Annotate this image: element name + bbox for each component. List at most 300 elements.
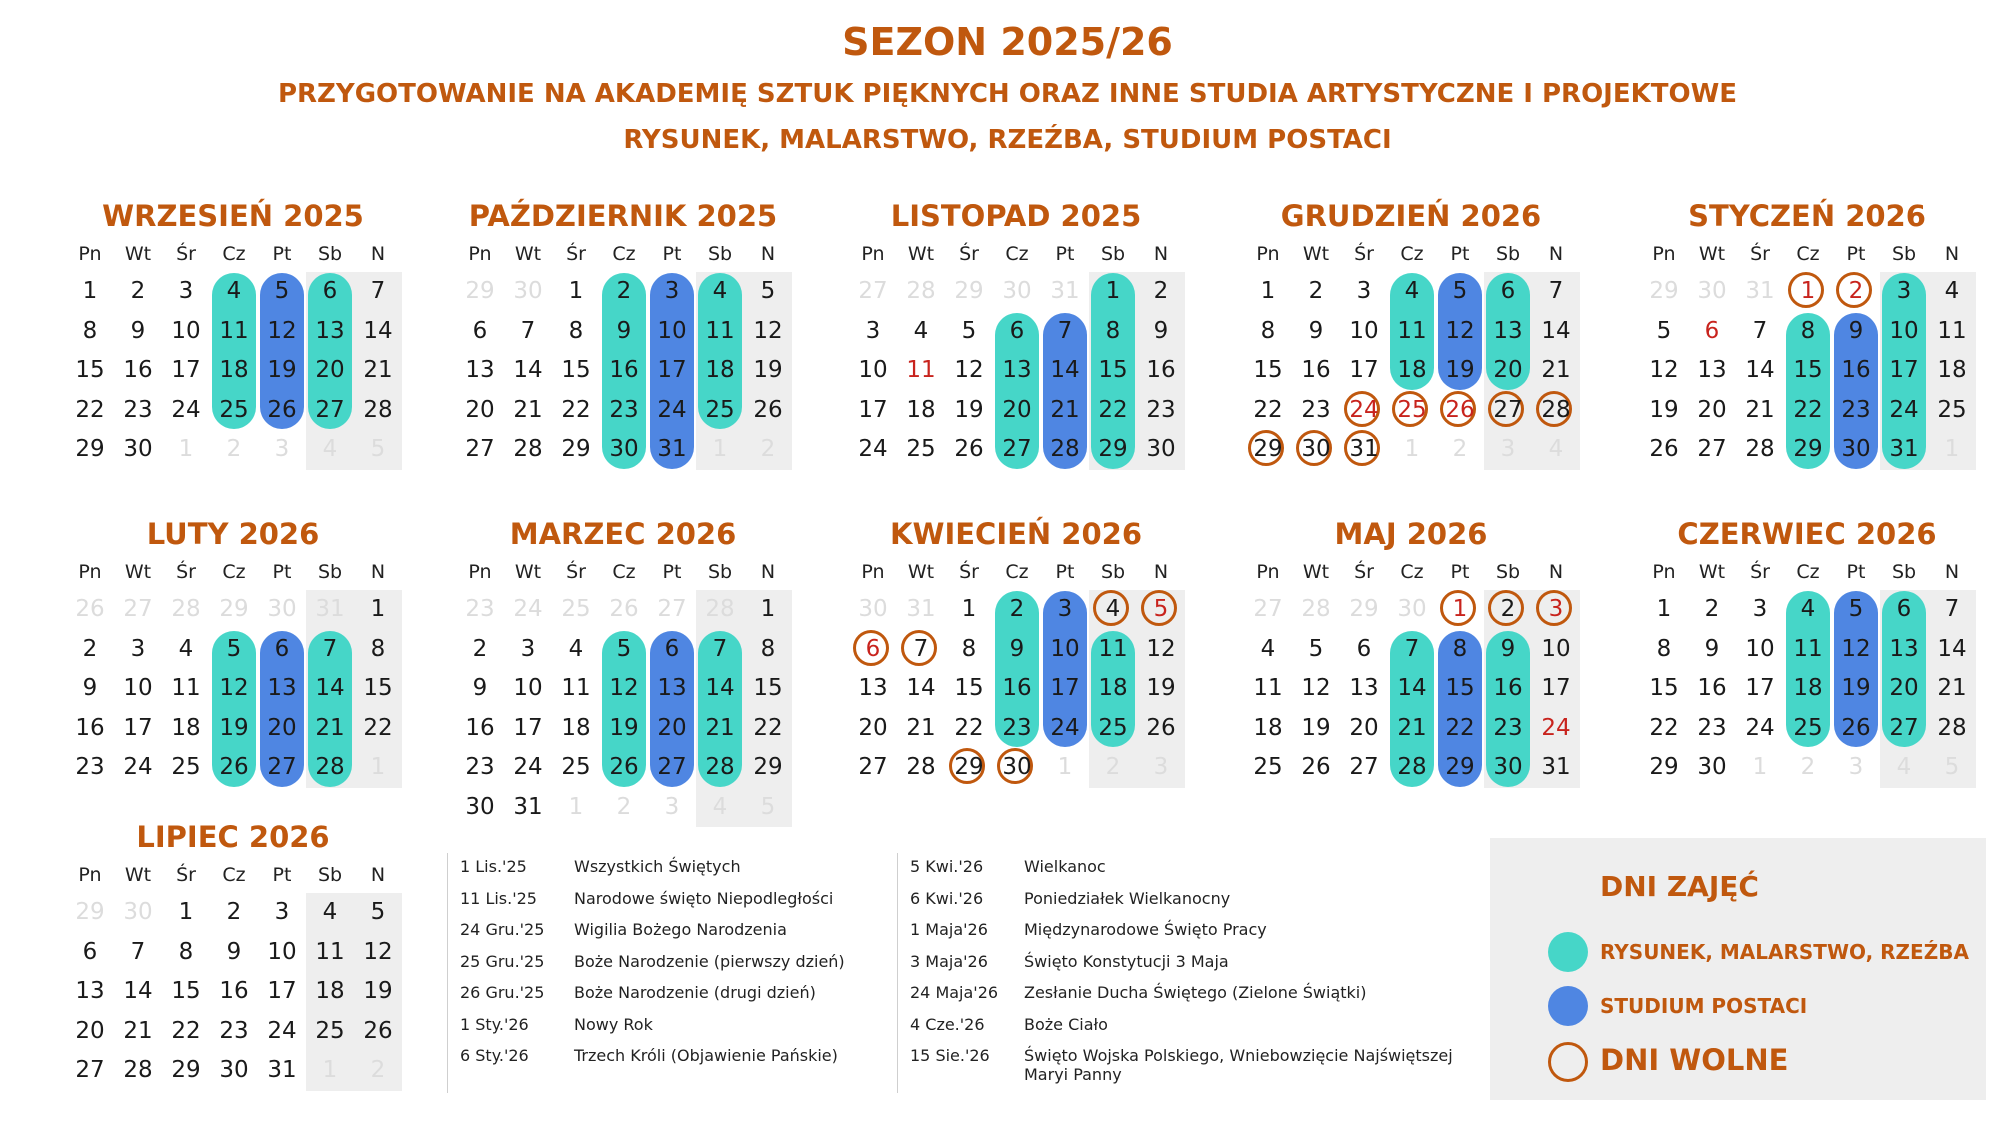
month-title: CZERWIEC 2026 <box>1677 517 1937 551</box>
day-cell: 10 <box>1541 635 1571 662</box>
day-cell: 10 <box>657 317 687 344</box>
day-cell: 26 <box>363 1017 393 1044</box>
month-title: MAJ 2026 <box>1334 517 1488 551</box>
day-cell: 4 <box>913 317 929 344</box>
weekday-header: N <box>370 864 386 886</box>
weekday-header: Cz <box>1005 561 1029 583</box>
day-cell: 10 <box>1745 635 1775 662</box>
day-cell: 27 <box>267 754 297 780</box>
day-cell: 5 <box>616 635 632 662</box>
day-cell: 12 <box>609 675 639 701</box>
day-cell: 15 <box>75 357 105 383</box>
day-cell: 12 <box>1841 635 1871 662</box>
weekday-header: Pt <box>1450 243 1470 265</box>
weekday-header: N <box>1548 243 1564 265</box>
day-cell-outside: 26 <box>75 596 105 622</box>
day-cell: 22 <box>954 714 984 741</box>
day-cell-outside: 23 <box>465 596 495 622</box>
weekday-header: Cz <box>1005 243 1029 265</box>
day-cell: 15 <box>954 675 984 701</box>
day-cell: 26 <box>219 754 249 780</box>
day-cell: 20 <box>315 357 345 383</box>
holiday-row <box>448 916 888 948</box>
day-cell-outside: 2 <box>1800 754 1816 780</box>
day-cell: 20 <box>1889 675 1919 701</box>
day-cell: 19 <box>1841 675 1871 701</box>
day-cell: 25 <box>315 1017 345 1044</box>
day-cell: 11 <box>219 317 249 344</box>
day-cell: 14 <box>1541 317 1571 344</box>
month-title: LISTOPAD 2025 <box>890 199 1142 233</box>
weekday-header: Pn <box>1256 561 1280 583</box>
weekday-header: Pt <box>662 561 682 583</box>
day-cell: 16 <box>219 978 249 1004</box>
day-cell: 7 <box>130 938 146 965</box>
day-cell: 4 <box>178 635 194 662</box>
day-cell: 22 <box>1793 396 1823 423</box>
day-cell: 1 <box>760 596 776 622</box>
day-cell: 29 <box>1098 436 1128 462</box>
weekday-header: Pn <box>861 243 885 265</box>
weekday-header: Sb <box>1495 561 1521 583</box>
month-title: KWIECIEŃ 2026 <box>889 517 1143 551</box>
day-cell: 19 <box>753 357 783 383</box>
weekday-header: Pn <box>861 561 885 583</box>
day-cell: 14 <box>1937 635 1967 662</box>
day-cell: 5 <box>1848 596 1864 622</box>
day-cell: 7 <box>1548 278 1564 304</box>
day-cell: 3 <box>865 317 881 344</box>
day-cell-outside: 28 <box>171 596 201 622</box>
day-cell: 22 <box>1253 396 1283 423</box>
day-cell: 6 <box>1896 596 1912 622</box>
day-cell: 3 <box>274 899 290 925</box>
day-cell: 29 <box>171 1057 201 1083</box>
weekday-header: Sb <box>317 243 343 265</box>
day-cell: 4 <box>568 635 584 662</box>
day-cell: 24 <box>1745 714 1775 741</box>
day-cell: 14 <box>1745 357 1775 383</box>
weekday-header: Wt <box>124 864 152 886</box>
day-cell: 1 <box>178 899 194 925</box>
day-cell: 17 <box>657 357 687 383</box>
day-cell: 24 <box>1050 714 1080 741</box>
legend-teal-label: RYSUNEK, MALARSTWO, RZEŹBA <box>1600 940 1969 964</box>
weekday-header: Śr <box>1750 243 1770 265</box>
day-cell: 15 <box>1098 357 1128 383</box>
day-cell: 30 <box>1697 754 1727 780</box>
day-cell: 15 <box>363 675 393 701</box>
day-cell-outside: 31 <box>1745 278 1775 304</box>
weekday-header: N <box>1548 561 1564 583</box>
day-cell: 18 <box>906 396 936 423</box>
day-cell-outside: 1 <box>322 1057 338 1083</box>
day-cell: 16 <box>123 357 153 383</box>
day-cell-outside: 27 <box>657 596 687 622</box>
day-cell: 31 <box>513 793 543 820</box>
day-cell: 6 <box>472 317 488 344</box>
day-cell: 4 <box>1404 278 1420 304</box>
weekday-header: Pt <box>272 561 292 583</box>
day-cell: 20 <box>465 396 495 423</box>
weekday-header: Sb <box>1891 243 1917 265</box>
day-cell-outside: 4 <box>712 793 728 820</box>
month-grid <box>1640 236 1976 466</box>
day-cell-outside: 27 <box>858 278 888 304</box>
day-cell: 10 <box>1889 317 1919 344</box>
weekday-header: Śr <box>959 561 979 583</box>
weekday-header: Pt <box>662 243 682 265</box>
day-cell: 28 <box>1397 754 1427 780</box>
day-cell-outside: 27 <box>1253 596 1283 622</box>
day-cell-outside: 31 <box>906 596 936 622</box>
day-cell: 1 <box>370 596 386 622</box>
day-cell-outside: 2 <box>226 436 242 462</box>
day-cell: 12 <box>1146 635 1176 662</box>
day-cell: 2 <box>1153 278 1169 304</box>
day-cell-outside: 2 <box>1105 754 1121 780</box>
weekday-header: Sb <box>707 243 733 265</box>
day-cell: 9 <box>1500 635 1516 662</box>
day-cell: 29 <box>753 754 783 780</box>
day-cell: 24 <box>267 1017 297 1044</box>
day-cell: 2 <box>616 278 632 304</box>
day-cell: 16 <box>1493 675 1523 701</box>
weekday-header: Pt <box>1450 561 1470 583</box>
weekday-header: N <box>370 243 386 265</box>
holiday-date: 26 Gru.'25 <box>460 983 545 1002</box>
day-cell: 28 <box>1050 436 1080 462</box>
day-cell: 3 <box>1752 596 1768 622</box>
day-cell: 9 <box>616 317 632 344</box>
weekday-header: Pn <box>468 561 492 583</box>
day-cell: 8 <box>1800 317 1816 344</box>
weekday-header: Wt <box>1698 561 1726 583</box>
day-cell: 17 <box>267 978 297 1004</box>
day-cell: 26 <box>609 754 639 780</box>
day-cell: 8 <box>178 938 194 965</box>
day-cell-outside: 2 <box>616 793 632 820</box>
day-cell: 31 <box>657 436 687 462</box>
day-cell: 29 <box>1244 430 1292 470</box>
weekday-header: N <box>1153 561 1169 583</box>
weekday-header: Pn <box>1256 243 1280 265</box>
day-cell: 23 <box>1301 396 1331 423</box>
day-cell: 1 <box>961 596 977 622</box>
day-cell-outside: 29 <box>219 596 249 622</box>
day-cell: 16 <box>1301 357 1331 383</box>
day-cell: 14 <box>513 357 543 383</box>
day-cell: 18 <box>219 357 249 383</box>
day-cell: 7 <box>1404 635 1420 662</box>
weekday-header: Śr <box>1354 243 1374 265</box>
day-cell-outside: 30 <box>267 596 297 622</box>
weekday-header: Śr <box>959 243 979 265</box>
day-cell-outside: 29 <box>75 899 105 925</box>
month-block <box>448 196 798 466</box>
day-cell: 19 <box>363 978 393 1004</box>
day-cell: 28 <box>1937 714 1967 741</box>
day-cell: 18 <box>1253 714 1283 741</box>
day-cell: 11 <box>1098 635 1128 662</box>
weekday-header: Sb <box>1891 561 1917 583</box>
day-cell: 6 <box>82 938 98 965</box>
day-cell: 23 <box>609 396 639 423</box>
day-cell: 25 <box>1098 714 1128 741</box>
holiday-name: Narodowe święto Niepodległości <box>574 888 834 908</box>
day-cell: 28 <box>315 754 345 780</box>
weekday-header: Cz <box>1400 561 1424 583</box>
weekday-header: Cz <box>612 243 636 265</box>
holiday-row <box>898 885 1478 917</box>
day-cell-outside: 26 <box>609 596 639 622</box>
day-cell: 18 <box>1098 675 1128 701</box>
day-cell: 22 <box>1649 714 1679 741</box>
weekday-header: Wt <box>907 243 935 265</box>
day-cell: 4 <box>1089 590 1137 630</box>
day-cell: 8 <box>568 317 584 344</box>
day-cell-outside: 28 <box>906 278 936 304</box>
day-cell-outside: 5 <box>370 436 386 462</box>
weekday-header: Pt <box>272 243 292 265</box>
day-cell: 29 <box>1649 754 1679 780</box>
weekday-header: Wt <box>907 561 935 583</box>
day-cell: 21 <box>315 714 345 741</box>
day-cell-outside: 29 <box>954 278 984 304</box>
weekday-header: Sb <box>1100 561 1126 583</box>
day-cell: 30 <box>219 1057 249 1083</box>
day-cell: 2 <box>1308 278 1324 304</box>
day-cell: 16 <box>1002 675 1032 701</box>
day-cell: 24 <box>123 754 153 780</box>
day-cell: 25 <box>1253 754 1283 780</box>
circle-icon <box>1548 1042 1588 1082</box>
holiday-date: 25 Gru.'25 <box>460 951 545 971</box>
holiday-name: Wigilia Bożego Narodzenia <box>574 920 787 939</box>
month-title: LIPIEC 2026 <box>136 820 330 854</box>
day-cell: 24 <box>1541 714 1571 741</box>
weekday-header: Wt <box>1698 243 1726 265</box>
day-cell: 8 <box>1260 317 1276 344</box>
day-cell: 30 <box>465 793 495 820</box>
day-cell: 2 <box>1704 596 1720 622</box>
day-cell-outside: 1 <box>568 793 584 820</box>
day-cell: 17 <box>858 396 888 423</box>
day-cell: 7 <box>897 630 945 670</box>
day-cell-outside: 3 <box>274 436 290 462</box>
day-cell: 15 <box>561 357 591 383</box>
day-cell: 7 <box>520 317 536 344</box>
day-cell: 24 <box>1889 396 1919 423</box>
day-cell-outside: 3 <box>1848 754 1864 780</box>
holiday-row <box>448 1042 888 1074</box>
holiday-row <box>448 948 888 980</box>
day-cell: 25 <box>1388 391 1436 431</box>
weekday-header: Śr <box>566 561 586 583</box>
day-cell-outside: 2 <box>370 1057 386 1083</box>
day-cell: 13 <box>657 675 687 701</box>
day-cell-outside: 5 <box>760 793 776 820</box>
day-cell: 20 <box>1697 396 1727 423</box>
day-cell: 14 <box>315 675 345 701</box>
day-cell: 8 <box>961 635 977 662</box>
legend <box>1490 838 1986 1100</box>
day-cell: 10 <box>1349 317 1379 344</box>
day-cell: 30 <box>123 436 153 462</box>
day-cell: 27 <box>858 754 888 780</box>
day-cell: 17 <box>171 357 201 383</box>
month-block <box>1632 196 1982 466</box>
day-cell-outside: 1 <box>1752 754 1768 780</box>
day-cell-outside: 24 <box>513 596 543 622</box>
holiday-row <box>898 853 1478 885</box>
day-cell-outside: 29 <box>1649 278 1679 304</box>
day-cell: 5 <box>760 278 776 304</box>
day-cell: 3 <box>1356 278 1372 304</box>
day-cell: 20 <box>75 1017 105 1044</box>
month-block <box>1236 196 1586 466</box>
day-cell: 31 <box>1889 436 1919 462</box>
day-cell: 22 <box>363 714 393 741</box>
day-cell: 24 <box>858 436 888 462</box>
holiday-row <box>898 979 1478 1011</box>
holiday-date: 6 Kwi.'26 <box>910 888 984 908</box>
holiday-name: Zesłanie Ducha Świętego (Zielone Świątki) <box>1024 983 1367 1002</box>
day-cell: 25 <box>906 436 936 462</box>
weekday-header: Sb <box>1495 243 1521 265</box>
day-cell: 6 <box>664 635 680 662</box>
weekday-header: N <box>760 243 776 265</box>
holiday-name: Poniedziałek Wielkanocny <box>1024 888 1231 908</box>
day-cell: 19 <box>1301 714 1331 741</box>
day-cell: 2 <box>226 899 242 925</box>
day-cell: 17 <box>1541 675 1571 701</box>
day-cell-outside: 30 <box>1697 278 1727 304</box>
day-cell: 21 <box>1050 396 1080 423</box>
day-cell: 17 <box>1050 675 1080 701</box>
month-grid <box>66 554 402 784</box>
legend-blue-label: STUDIUM POSTACI <box>1600 994 1808 1018</box>
day-cell: 9 <box>1848 317 1864 344</box>
day-cell: 5 <box>1452 278 1468 304</box>
day-cell: 11 <box>1397 317 1427 344</box>
day-cell: 13 <box>1889 635 1919 662</box>
day-cell: 11 <box>705 317 735 344</box>
day-cell-outside: 30 <box>513 278 543 304</box>
weekday-header: Śr <box>176 561 196 583</box>
month-block <box>448 514 798 820</box>
day-cell: 26 <box>1301 754 1331 780</box>
day-cell: 14 <box>906 675 936 701</box>
day-cell: 8 <box>760 635 776 662</box>
day-cell: 15 <box>1793 357 1823 383</box>
day-cell: 3 <box>130 635 146 662</box>
weekday-header: Sb <box>1100 243 1126 265</box>
legend-off-label: DNI WOLNE <box>1600 1043 1789 1077</box>
day-cell: 23 <box>1493 714 1523 741</box>
day-cell: 7 <box>370 278 386 304</box>
day-cell: 5 <box>370 899 386 925</box>
day-cell: 7 <box>322 635 338 662</box>
day-cell: 14 <box>705 675 735 701</box>
day-cell: 12 <box>753 317 783 344</box>
day-cell: 23 <box>1002 714 1032 741</box>
weekday-header: Pn <box>78 561 102 583</box>
day-cell: 28 <box>513 436 543 462</box>
month-title: GRUDZIEŃ 2026 <box>1280 199 1542 233</box>
holiday-row <box>898 916 1478 948</box>
day-cell: 29 <box>1445 754 1475 780</box>
day-cell: 9 <box>1308 317 1324 344</box>
holiday-name: Święto Konstytucji 3 Maja <box>1024 951 1229 971</box>
day-cell-outside: 30 <box>1397 596 1427 622</box>
day-cell-outside: 4 <box>1548 436 1564 462</box>
weekday-header: Wt <box>514 243 542 265</box>
day-cell: 5 <box>1137 590 1185 630</box>
day-cell: 3 <box>178 278 194 304</box>
day-cell: 13 <box>465 357 495 383</box>
month-block <box>58 196 408 466</box>
day-cell: 4 <box>712 278 728 304</box>
teal-dot-icon <box>1548 932 1588 972</box>
day-cell: 6 <box>1500 278 1516 304</box>
day-cell: 19 <box>1445 357 1475 383</box>
holiday-row <box>448 1011 888 1043</box>
day-cell: 21 <box>1937 675 1967 701</box>
day-cell: 25 <box>171 754 201 780</box>
day-cell: 28 <box>363 396 393 423</box>
day-cell: 17 <box>123 714 153 741</box>
day-cell: 18 <box>1937 357 1967 383</box>
weekday-header: Cz <box>1400 243 1424 265</box>
day-cell-outside: 29 <box>465 278 495 304</box>
day-cell: 28 <box>123 1057 153 1083</box>
weekday-header: Wt <box>124 561 152 583</box>
day-cell: 20 <box>1349 714 1379 741</box>
day-cell: 20 <box>267 714 297 741</box>
holiday-name: Międzynarodowe Święto Pracy <box>1024 920 1267 939</box>
day-cell-outside: 31 <box>1050 278 1080 304</box>
weekday-header: Wt <box>124 243 152 265</box>
day-cell: 11 <box>1793 635 1823 662</box>
day-cell: 16 <box>75 714 105 741</box>
day-cell: 25 <box>1793 714 1823 741</box>
day-cell-outside: 3 <box>1500 436 1516 462</box>
day-cell: 18 <box>1793 675 1823 701</box>
day-cell: 31 <box>1340 430 1388 470</box>
holiday-row <box>898 1042 1478 1084</box>
day-cell: 28 <box>705 754 735 780</box>
day-cell: 19 <box>609 714 639 741</box>
day-cell: 25 <box>1937 396 1967 423</box>
day-cell: 23 <box>1146 396 1176 423</box>
day-cell-outside: 5 <box>1944 754 1960 780</box>
day-cell: 17 <box>1349 357 1379 383</box>
day-cell: 13 <box>267 675 297 701</box>
day-cell: 30 <box>609 436 639 462</box>
day-cell-outside: 4 <box>1896 754 1912 780</box>
weekday-header: Śr <box>1354 561 1374 583</box>
day-cell-outside: 2 <box>1452 436 1468 462</box>
day-cell: 20 <box>657 714 687 741</box>
day-cell: 27 <box>657 754 687 780</box>
day-cell: 27 <box>1349 754 1379 780</box>
day-cell: 5 <box>274 278 290 304</box>
day-cell: 21 <box>363 357 393 383</box>
day-cell-outside: 3 <box>664 793 680 820</box>
day-cell: 29 <box>561 436 591 462</box>
month-grid <box>1244 236 1580 466</box>
